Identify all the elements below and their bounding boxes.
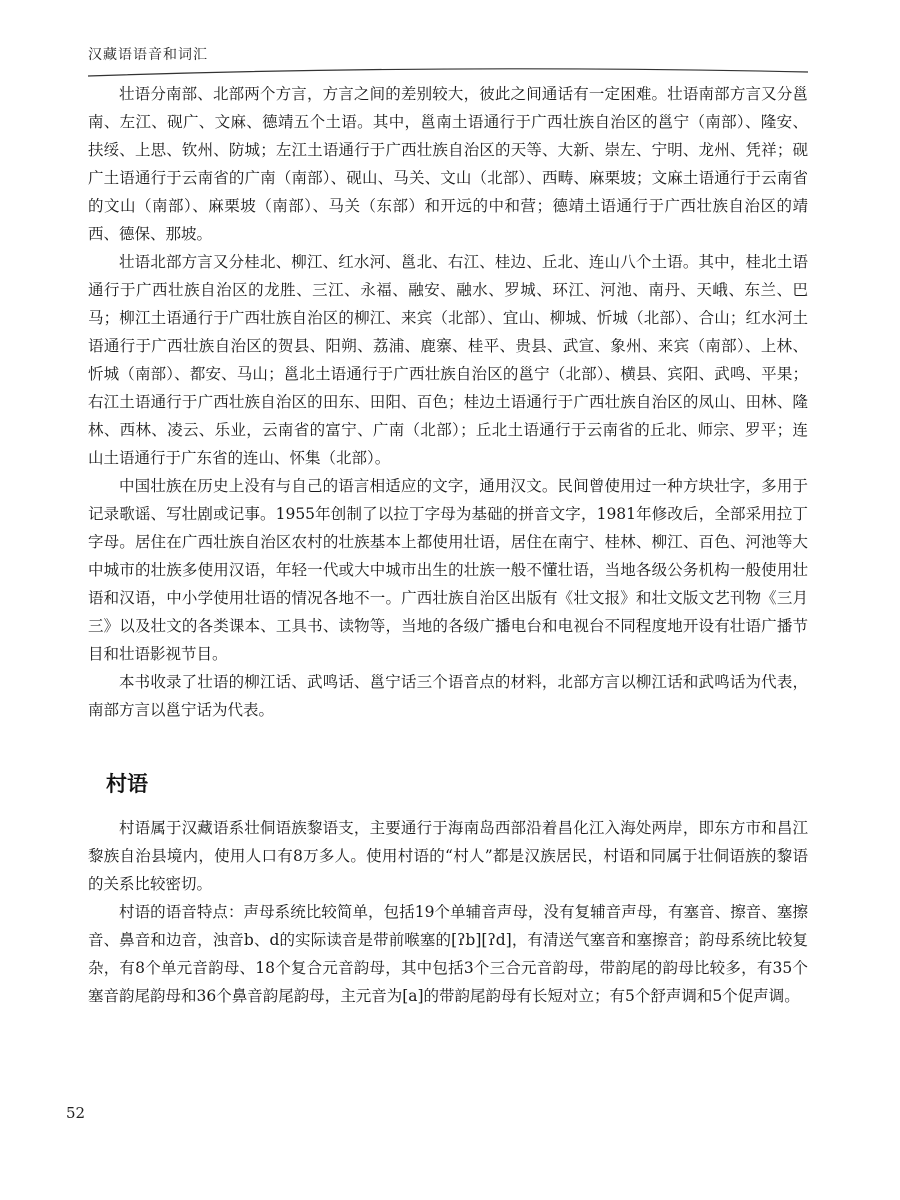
running-head: 汉藏语语音和词汇 — [88, 47, 208, 63]
cunyu-paragraph-2: 村语的语音特点：声母系统比较简单，包括19个单辅音声母，没有复辅音声母，有塞音、擦音、塞擦音、鼻音和边音，浊音b、d的实际读音是带前喉塞的[ʔb][ʔd]，有清送气塞音和塞擦音；韵母系统比较复杂，有8个单元音韵母、18个复合元音韵母，其中包括3个三合元音韵母，带韵尾的韵母比较多，有35个塞音韵尾韵母和36个鼻音韵尾韵母，主元音为[a]的带韵尾韵母有长短对立；有5个舒声调和5个促声调。 — [88, 903, 808, 1005]
zhuang-paragraph-4: 本书收录了壮语的柳江话、武鸣话、邕宁话三个语音点的材料，北部方言以柳江话和武鸣话为代表，南部方言以邕宁话为代表。 — [88, 673, 808, 719]
cunyu-paragraph-1: 村语属于汉藏语系壮侗语族黎语支，主要通行于海南岛西部沿着昌化江入海处两岸，即东方市和昌江黎族自治县境内，使用人口有8万多人。使用村语的“村人”都是汉族居民，村语和同属于壮侗语族的黎语的关系比较密切。 — [88, 819, 808, 893]
header-rule — [88, 62, 808, 80]
zhuang-paragraph-1: 壮语分南部、北部两个方言，方言之间的差别较大，彼此之间通话有一定困难。壮语南部方言又分邕南、左江、砚广、文麻、德靖五个土语。其中，邕南土语通行于广西壮族自治区的邕宁（南部）、隆安、扶绥、上思、钦州、防城；左江土语通行于广西壮族自治区的天等、大新、崇左、宁明、龙州、凭祥；砚广土语通行于云南省的广南（南部）、砚山、马关、文山（北部）、西畴、麻栗坡；文麻土语通行于云南省的文山（南部）、麻栗坡（南部）、马关（东部）和开远的中和营；德靖土语通行于广西壮族自治区的靖西、德保、那坡。 — [88, 85, 808, 243]
page-number: 52 — [66, 1104, 86, 1122]
zhuang-section — [88, 80, 808, 724]
zhuang-paragraph-2: 壮语北部方言又分桂北、柳江、红水河、邕北、右江、桂边、丘北、连山八个土语。其中，桂北土语通行于广西壮族自治区的龙胜、三江、永福、融安、融水、罗城、环江、河池、南丹、天峨、东兰、巴马；柳江土语通行于广西壮族自治区的柳江、来宾（北部）、宜山、柳城、忻城（北部）、合山；红水河土语通行于广西壮族自治区的贺县、阳朔、荔浦、鹿寨、桂平、贵县、武宣、象州、来宾（南部）、上林、忻城（南部）、都安、马山；邕北土语通行于广西壮族自治区的邕宁（北部）、横县、宾阳、武鸣、平果；右江土语通行于广西壮族自治区的田东、田阳、百色；桂边土语通行于广西壮族自治区的凤山、田林、隆林、西林、凌云、乐业，云南省的富宁、广南（北部）；丘北土语通行于云南省的丘北、师宗、罗平；连山土语通行于广东省的连山、怀集（北部）。 — [88, 253, 808, 467]
cunyu-section — [88, 814, 808, 1010]
section-heading-cunyu: 村语 — [106, 772, 148, 796]
zhuang-paragraph-3: 中国壮族在历史上没有与自己的语言相适应的文字，通用汉文。民间曾使用过一种方块壮字，多用于记录歌谣、写壮剧或记事。1955年创制了以拉丁字母为基础的拼音文字，1981年修改后，全部采用拉丁字母。居住在广西壮族自治区农村的壮族基本上都使用壮语，居住在南宁、桂林、柳江、百色、河池等大中城市的壮族多使用汉语，年轻一代或大中城市出生的壮族一般不懂壮语，当地各级公务机构一般使用壮语和汉语，中小学使用壮语的情况各地不一。广西壮族自治区出版有《壮文报》和壮文版文艺刊物《三月三》以及壮文的各类课本、工具书、读物等，当地的各级广播电台和电视台不同程度地开设有壮语广播节目和壮语影视节目。 — [88, 477, 808, 663]
page-content — [88, 80, 808, 1010]
